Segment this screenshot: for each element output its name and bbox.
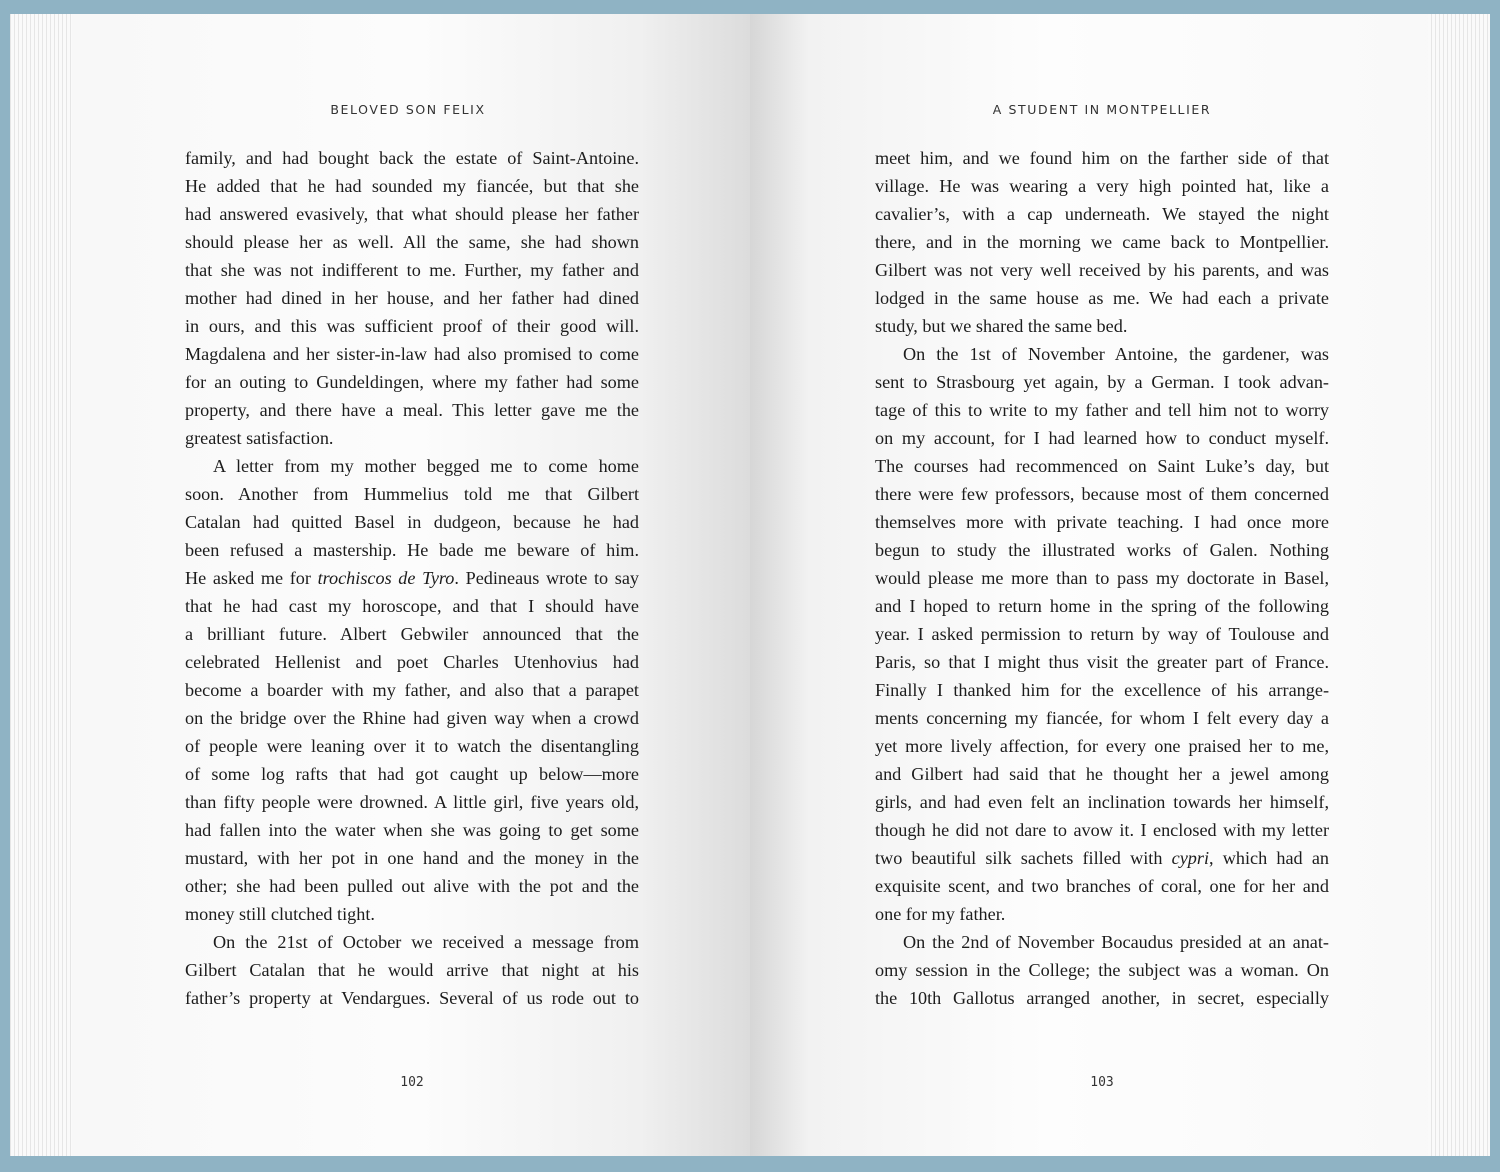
text-line: The courses had recommenced on Saint Luke’s day, but [875, 456, 1329, 476]
page-edges-left [10, 14, 72, 1156]
text-line: and Gilbert had said that he thought her a jewel among [875, 764, 1329, 784]
text-line: Finally I thanked him for the excellence of his arrange- [875, 680, 1329, 700]
text-line: should please her as well. All the same, she had shown [185, 232, 639, 252]
text-line: Gilbert Catalan that he would arrive that night at his [185, 960, 639, 980]
text-line: the 10th Gallotus arranged another, in secret, especially [875, 988, 1329, 1008]
text-line: other; she had been pulled out alive with the pot and the [185, 876, 639, 896]
text-line: money still clutched tight. [185, 904, 375, 924]
left-page [10, 14, 750, 1156]
text-line: greatest satisfaction. [185, 428, 334, 448]
text-line: sent to Strasbourg yet again, by a German. I took advan- [875, 372, 1329, 392]
text-line: on my account, for I had learned how to conduct myself. [875, 428, 1329, 448]
text-line: Gilbert was not very well received by his parents, and was [875, 260, 1329, 280]
text-line: family, and had bought back the estate of Saint-Antoine. [185, 148, 639, 168]
text-line: mustard, with her pot in one hand and the money in the [185, 848, 639, 868]
text-line: exquisite scent, and two branches of coral, one for her and [875, 876, 1329, 896]
text-line: year. I asked permission to return by way of Toulouse and [875, 624, 1329, 644]
text-line: On the 2nd of November Bocaudus presided at an anat- [903, 932, 1329, 952]
text-line: omy session in the College; the subject was a woman. On [875, 960, 1329, 980]
running-head-left: BELOVED SON FELIX [330, 102, 486, 117]
text-line: tage of this to write to my father and tell him not to worry [875, 400, 1329, 420]
text-line: that she was not indifferent to me. Further, my father and [185, 260, 639, 280]
text-line: He added that he had sounded my fiancée, but that she [185, 176, 639, 196]
text-line: cavalier’s, with a cap underneath. We stayed the night [875, 204, 1329, 224]
text-line: two beautiful silk sachets filled with cypri, which had an [875, 848, 1330, 868]
text-line: themselves more with private teaching. I had once more [875, 512, 1329, 532]
text-line: that he had cast my horoscope, and that I should have [185, 596, 639, 616]
text-line: meet him, and we found him on the farther side of that [875, 148, 1329, 168]
text-line: girls, and had even felt an inclination towards her himself, [875, 792, 1329, 812]
text-line: property, and there have a meal. This letter gave me the [185, 400, 639, 420]
text-line: On the 1st of November Antoine, the gardener, was [903, 344, 1329, 364]
page-number-right: 103 [1090, 1075, 1114, 1090]
text-line: though he did not dare to avow it. I enclosed with my letter [875, 820, 1329, 840]
right-page-text [875, 144, 1329, 1012]
text-line: father’s property at Vendargues. Several of us rode out to [185, 988, 639, 1008]
text-line: soon. Another from Hummelius told me that Gilbert [185, 484, 639, 504]
text-line: in ours, and this was sufficient proof of their good will. [185, 316, 639, 336]
text-line: Paris, so that I might thus visit the greater part of France. [875, 652, 1329, 672]
text-line: become a boarder with my father, and also that a parapet [185, 680, 639, 700]
text-line: ments concerning my fiancée, for whom I felt every day a [875, 708, 1329, 728]
page-edges-right [1428, 14, 1490, 1156]
text-line: Magdalena and her sister-in-law had also promised to come [185, 344, 639, 364]
running-head-right: A STUDENT IN MONTPELLIER [992, 102, 1212, 117]
text-line: a brilliant future. Albert Gebwiler announced that the [185, 624, 639, 644]
text-line: He asked me for trochiscos de Tyro. Pedineaus wrote to say [185, 568, 640, 588]
right-page [750, 14, 1490, 1156]
text-line: one for my father. [875, 904, 1006, 924]
text-line: there, and in the morning we came back to Montpellier. [875, 232, 1329, 252]
text-line: on the bridge over the Rhine had given way when a crowd [185, 708, 639, 728]
text-line: study, but we shared the same bed. [875, 316, 1128, 336]
text-line: yet more lively affection, for every one praised her to me, [875, 736, 1329, 756]
text-line: mother had dined in her house, and her father had dined [185, 288, 639, 308]
text-line: of people were leaning over it to watch the disentangling [185, 736, 639, 756]
text-line: for an outing to Gundeldingen, where my father had some [185, 372, 639, 392]
text-line: had answered evasively, that what should please her father [185, 204, 639, 224]
text-line: and I hoped to return home in the spring of the following [875, 596, 1329, 616]
text-line: begun to study the illustrated works of Galen. Nothing [875, 540, 1329, 560]
text-line: lodged in the same house as me. We had each a private [875, 288, 1329, 308]
text-line: Catalan had quitted Basel in dudgeon, because he had [185, 512, 639, 532]
text-line: than fifty people were drowned. A little girl, five years old, [185, 792, 639, 812]
text-line: On the 21st of October we received a message from [213, 932, 639, 952]
page-number-left: 102 [400, 1075, 424, 1090]
left-page-text [185, 144, 639, 1012]
text-line: had fallen into the water when she was going to get some [185, 820, 639, 840]
text-line: A letter from my mother begged me to come home [213, 456, 639, 476]
text-line: of some log rafts that had got caught up below—more [185, 764, 639, 784]
text-line: been refused a mastership. He bade me beware of him. [185, 540, 639, 560]
text-line: would please me more than to pass my doctorate in Basel, [875, 568, 1329, 588]
text-line: celebrated Hellenist and poet Charles Utenhovius had [185, 652, 639, 672]
text-line: village. He was wearing a very high pointed hat, like a [875, 176, 1329, 196]
text-line: there were few professors, because most of them concerned [875, 484, 1329, 504]
open-book [10, 8, 1490, 1156]
